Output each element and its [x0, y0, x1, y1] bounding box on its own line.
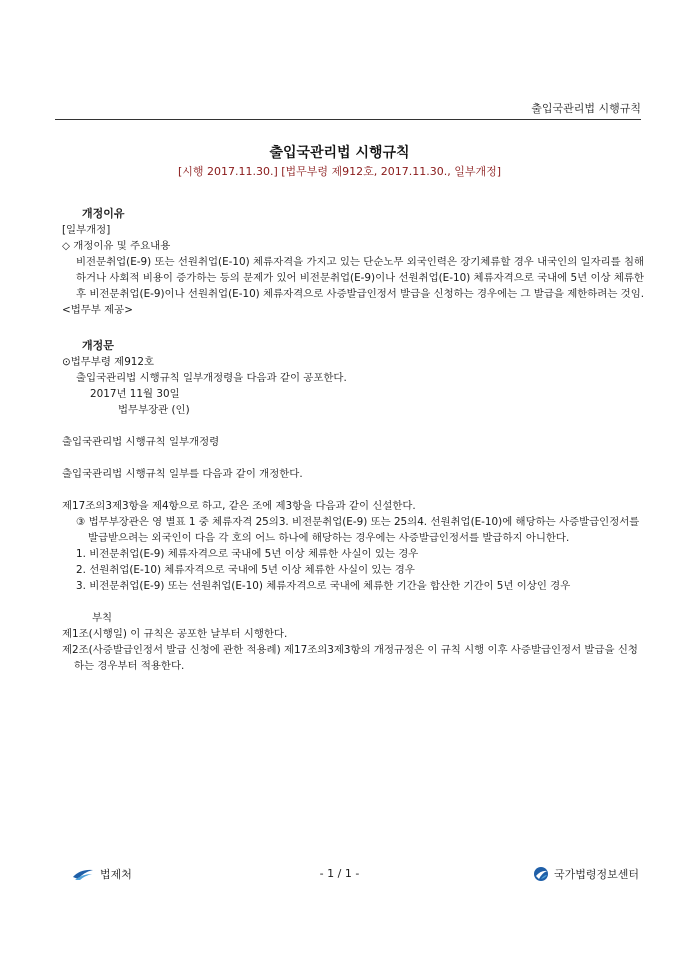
running-header-title: 출입국관리법 시행규칙 — [531, 102, 641, 115]
proclamation: 출입국관리법 시행규칙 일부개정령을 다음과 같이 공포한다. — [76, 372, 347, 384]
header-rule — [55, 119, 641, 120]
clause-item: 1. 비전문취업(E-9) 체류자격으로 국내에 5년 이상 체류한 사실이 있는 경우 — [76, 548, 419, 560]
clause-item: 2. 선원취업(E-10) 체류자격으로 국내에 5년 이상 체류한 사실이 있는 경우 — [76, 564, 415, 576]
spacer — [62, 482, 646, 498]
addenda-heading: 부칙 — [92, 612, 113, 624]
reason-line: [일부개정] — [62, 224, 111, 236]
spacer — [62, 594, 646, 610]
page-footer — [0, 866, 679, 886]
reason-heading: 개정이유 — [82, 207, 125, 220]
signer: 법무부장관 (인) — [118, 404, 190, 416]
reason-line: ◇ 개정이유 및 주요내용 — [62, 240, 171, 252]
page-number: - 1 / 1 - — [319, 867, 360, 880]
clause-text: ③ 법무부장관은 영 별표 1 중 체류자격 25의3. 비전문취업(E-9) 또는 25의4. 선원취업(E-10)에 해당하는 사증발급인정서를 발급받으려는 외국인이 다음 각 호의 어느 하나에 해당하는 경우에는 사증발급인정서를 발급하지 아니한다. — [76, 516, 643, 544]
article-text: 제17조의3제3항을 제4항으로 하고, 같은 조에 제3항을 다음과 같이 신설한다. — [62, 500, 416, 512]
footer-right — [533, 866, 639, 882]
law-center-logo-icon — [533, 866, 549, 882]
amendment-section — [62, 338, 646, 674]
decree-title: 출입국관리법 시행규칙 일부개정령 — [62, 436, 220, 448]
footer-right-label: 국가법령정보센터 — [553, 868, 639, 881]
ordinance-number: ⊙법무부령 제912호 — [62, 356, 155, 368]
clause-item: 3. 비전문취업(E-9) 또는 선원취업(E-10) 체류자격으로 국내에 체류한 기간을 합산한 기간이 5년 이상인 경우 — [76, 580, 571, 592]
proclamation-date: 2017년 11월 30일 — [90, 388, 180, 400]
decree-intro: 출입국관리법 시행규칙 일부를 다음과 같이 개정한다. — [62, 468, 303, 480]
addenda-article: 제2조(사증발급인정서 발급 신청에 관한 적용례) 제17조의3제3항의 개정규정은 이 규칙 시행 이후 사증발급인정서 발급을 신청하는 경우부터 적용한다. — [62, 644, 638, 672]
reason-body: 비전문취업(E-9) 또는 선원취업(E-10) 체류자격을 가지고 있는 단순노무 외국인력은 장기체류할 경우 내국인의 일자리를 침해하거나 사회적 비용이 증가하는 등의 문제가 있어 비전문취업(E-9)이나 선원취업(E-10) 체류자격으로 국내에 5년 이상 체류한 후 비전문취업(E-9)이나 선원취업(E-10) 체류자격으로 사증발급인정서 발급을 신청하는 경우에는 그 발급을 제한하려는 것임. — [76, 256, 648, 300]
document-subtitle: [시행 2017.11.30.] [법무부령 제912호, 2017.11.30., 일부개정] — [177, 165, 502, 178]
addenda-article: 제1조(시행일) 이 규칙은 공포한 날부터 시행한다. — [62, 628, 288, 640]
document-title: 출입국관리법 시행규칙 — [269, 145, 410, 161]
footer-left-label: 법제처 — [100, 868, 132, 881]
reason-source: <법무부 제공> — [62, 304, 133, 316]
reason-section — [62, 206, 646, 318]
spacer — [62, 450, 646, 466]
spacer — [62, 418, 646, 434]
amendment-heading: 개정문 — [82, 339, 114, 352]
